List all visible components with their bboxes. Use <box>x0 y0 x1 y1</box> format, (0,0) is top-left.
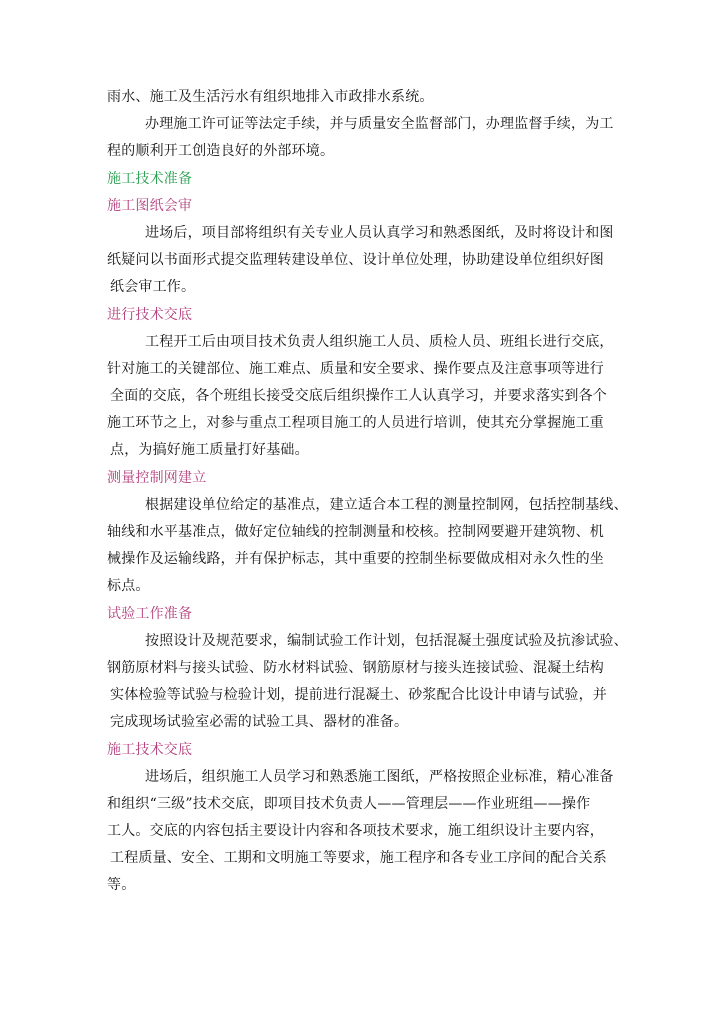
text-line: 钢筋原材料与接头试验、防水材料试验、钢筋原材与接头连接试验、混凝土结构 <box>107 659 604 676</box>
text-line: 械操作及运输线路，并有保护标志，其中重要的控制坐标要做成相对永久性的坐 <box>107 551 604 568</box>
text-line: 纸会审工作。 <box>110 279 196 296</box>
text-line: 全面的交底，各个班组长接受交底后组织操作工人认真学习，并要求落实到各个 <box>110 388 607 405</box>
text-line: 进场后，项目部将组织有关专业人员认真学习和熟悉图纸，及时将设计和图 <box>145 224 614 241</box>
text-line: 等。 <box>107 877 136 894</box>
section-heading: 施工技术准备 <box>107 170 193 187</box>
text-line: 实体检验等试验与检验计划，提前进行混凝土、砂浆配合比设计申请与试验，并 <box>110 687 607 704</box>
text-line: 施工环节之上，对参与重点工程项目施工的人员进行培训，使其充分掌握施工重 <box>107 415 604 432</box>
subsection-heading: 测量控制网建立 <box>107 469 207 486</box>
subsection-heading: 施工图纸会审 <box>107 197 193 214</box>
subsection-heading: 进行技术交底 <box>107 306 193 323</box>
text-line: 根据建设单位给定的基准点，建立适合本工程的测量控制网，包括控制基线、 <box>145 496 628 513</box>
text-line: 纸疑问以书面形式提交监理转建设单位、设计单位处理，协助建设单位组织好图 <box>107 252 604 269</box>
text-line: 按照设计及规范要求，编制试验工作计划，包括混凝土强度试验及抗渗试验、 <box>145 632 628 649</box>
text-line: 程的顺利开工创造良好的外部环境。 <box>107 143 335 160</box>
text-line: 进场后，组织施工人员学习和熟悉施工图纸，严格按照企业标准，精心准备 <box>145 768 614 785</box>
text-line: 和组织“三级”技术交底，即项目技术负责人——管理层——作业班组——操作 <box>107 795 591 812</box>
text-line: 雨水、施工及生活污水有组织地排入市政排水系统。 <box>107 89 434 105</box>
text-line: 点，为搞好施工质量打好基础。 <box>110 442 309 459</box>
text-line: 完成现场试验室必需的试验工具、器材的准备。 <box>110 714 409 731</box>
text-line: 工人。交底的内容包括主要设计内容和各项技术要求，施工组织设计主要内容， <box>107 823 604 840</box>
subsection-heading: 试验工作准备 <box>107 605 193 622</box>
text-line: 轴线和水平基准点，做好定位轴线的控制测量和校核。控制网要避开建筑物、机 <box>107 524 604 540</box>
text-line: 标点。 <box>107 578 150 595</box>
text-line: 针对施工的关键部位、施工难点、质量和安全要求、操作要点及注意事项等进行 <box>107 360 604 377</box>
subsection-heading: 施工技术交底 <box>107 741 193 758</box>
document-page <box>107 84 647 900</box>
text-line: 工程质量、安全、工期和文明施工等要求，施工程序和各专业工序间的配合关系 <box>110 850 607 867</box>
text-line: 工程开工后由项目技术负责人组织施工人员、质检人员、班组长进行交底， <box>145 333 614 350</box>
text-line: 办理施工许可证等法定手续，并与质量安全监督部门，办理监督手续，为工 <box>145 116 614 133</box>
